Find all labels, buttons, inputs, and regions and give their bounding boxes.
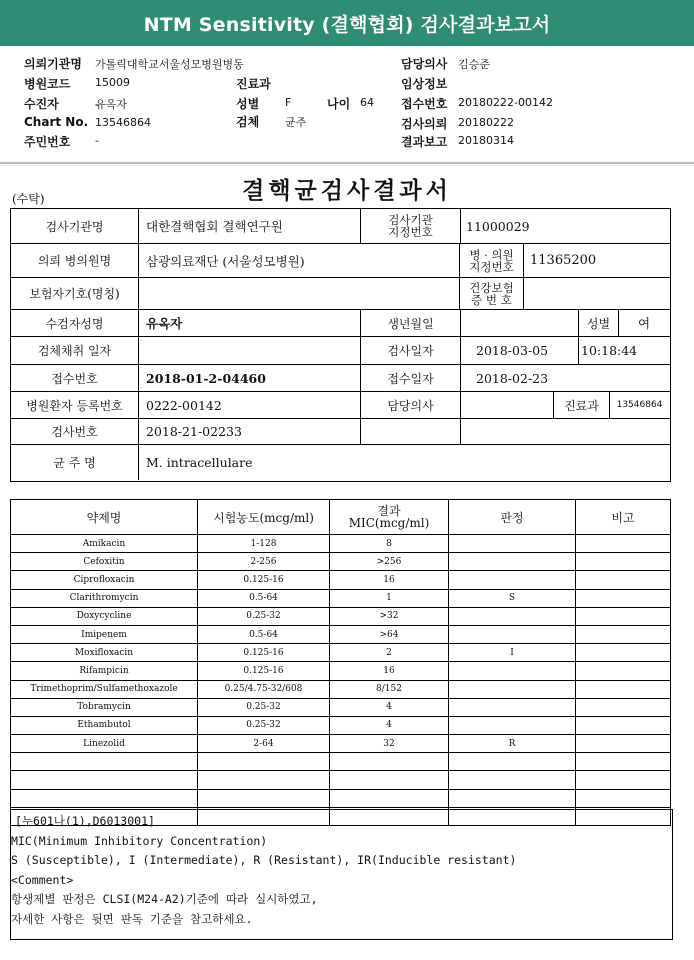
mic-value-cell: 16: [330, 571, 449, 589]
organism-label: 균 주 명: [53, 456, 96, 470]
remarks-cell: [576, 789, 671, 807]
interpretation-cell: [449, 662, 576, 680]
col-divider: [523, 243, 524, 278]
table-row: [11, 680, 671, 698]
interpretation-cell: [449, 698, 576, 716]
examinee-name-label: 수검자성명: [45, 316, 104, 331]
requesting-hospital-label: 의뢰 병의원명: [37, 254, 112, 268]
test-range-cell: 2-64: [198, 735, 330, 753]
remarks-cell: [576, 644, 671, 662]
drug-name-cell: Amikacin: [11, 535, 198, 553]
organism-value: M. intracellulare: [146, 455, 253, 470]
table-row: [11, 735, 671, 753]
remarks-cell: [576, 571, 671, 589]
test-range-cell: 0.25/4.75-32/608: [198, 680, 330, 698]
interpretation-cell: [449, 625, 576, 643]
report-banner: [0, 0, 694, 46]
mic-header-line2: MIC(mcg/ml): [348, 516, 430, 530]
interpretation-cell: R: [449, 735, 576, 753]
table-row: [11, 771, 671, 789]
table-row: [11, 625, 671, 643]
hospital-id-label: [460, 244, 523, 277]
drug-name-cell: Rifampicin: [11, 662, 198, 680]
range-header: 시험농도(mcg/ml): [198, 500, 330, 535]
department-value: 13546864: [616, 400, 663, 410]
interpretation-cell: [449, 571, 576, 589]
collection-date-label: 검체채취 일자: [37, 344, 112, 358]
drug-name-cell: Ciprofloxacin: [11, 571, 198, 589]
table-row: [11, 553, 671, 571]
remarks-cell: [576, 589, 671, 607]
sex-value: F: [285, 96, 292, 109]
patient-registration-value: 0222-00142: [146, 397, 222, 413]
test-range-cell: 0.125-16: [198, 662, 330, 680]
remarks-cell: [576, 735, 671, 753]
test-number-value: 2018-21-02233: [146, 424, 242, 439]
test-range-cell: 0.25-32: [198, 607, 330, 625]
mic-value-cell: [330, 771, 449, 789]
lab-id-label: [361, 209, 460, 243]
interpretation-cell: [449, 789, 576, 807]
code-value: 15009: [95, 76, 130, 89]
mic-value-cell: 4: [330, 716, 449, 734]
resident-label: 주민번호: [24, 135, 71, 149]
request-label: 검사의뢰: [401, 117, 448, 131]
test-range-cell: [198, 753, 330, 771]
notes-comment-line2: 자세한 사항은 뒷면 판독 기준을 참고하세요.: [11, 911, 253, 926]
banner-title: NTM Sensitivity (결핵협회) 검사결과보고서: [143, 13, 551, 36]
mic-value-cell: 16: [330, 662, 449, 680]
table-row: [11, 716, 671, 734]
interpretation-cell: I: [449, 644, 576, 662]
mic-value-cell: 8/152: [330, 680, 449, 698]
test-range-cell: 0.125-16: [198, 571, 330, 589]
request-value: 20180222: [458, 116, 514, 129]
test-range-cell: [198, 789, 330, 807]
remarks-cell: [576, 716, 671, 734]
mic-header-line1: 결과: [377, 504, 401, 518]
patient-value: 유옥자: [95, 98, 127, 111]
table-row: [11, 607, 671, 625]
table-row: [11, 535, 671, 553]
test-range-cell: 0.125-16: [198, 644, 330, 662]
remarks-cell: [576, 535, 671, 553]
receipt-date-value: 2018-02-23: [476, 370, 549, 386]
specimen-label: 검체: [236, 115, 260, 129]
drug-name-cell: [11, 771, 198, 789]
document-title: 결핵균검사결과서: [242, 177, 452, 204]
test-range-cell: 0.25-32: [198, 716, 330, 734]
table-row: [11, 789, 671, 807]
interpretation-cell: [449, 607, 576, 625]
col-divider: [138, 208, 139, 480]
hospital-id-label-line2: 지정번호: [469, 259, 514, 274]
hospital-id-label-line1: 병 · 의원: [469, 247, 514, 262]
age-value: 64: [360, 96, 374, 109]
drug-name-cell: Ethambutol: [11, 716, 198, 734]
mic-value-cell: 4: [330, 698, 449, 716]
interpretation-header: 판정: [449, 500, 576, 535]
mic-value-cell: 2: [330, 644, 449, 662]
lab-name-value: 대한결핵협회 결핵연구원: [146, 219, 283, 234]
table-row: [11, 589, 671, 607]
report-sex-value: 여: [637, 316, 651, 331]
notes-comment-line1: 항생제별 판정은 CLSI(M24-A2)기준에 따라 실시하였고,: [11, 892, 318, 907]
mic-value-cell: [330, 789, 449, 807]
test-number-label: 검사번호: [51, 425, 98, 439]
col-divider: [460, 208, 461, 244]
health-insurance-label: [460, 278, 523, 309]
test-range-cell: 2-256: [198, 553, 330, 571]
health-insurance-label-line2: 증 번 호: [471, 292, 512, 307]
patient-label: 수진자: [24, 97, 59, 111]
hospital-id-value: 11365200: [530, 253, 597, 268]
chart-value: 13546864: [95, 116, 151, 129]
drug-name-cell: Clarithromycin: [11, 589, 198, 607]
drug-name-cell: Cefoxitin: [11, 553, 198, 571]
notes-box: [10, 809, 673, 940]
remarks-cell: [576, 771, 671, 789]
table-row: [11, 571, 671, 589]
drug-name-cell: Imipenem: [11, 625, 198, 643]
report-date-label: 결과보고: [401, 135, 448, 149]
test-date-value: 2018-03-05: [476, 343, 549, 358]
test-range-cell: [198, 771, 330, 789]
mic-value-cell: >256: [330, 553, 449, 571]
sex-label: 성별: [236, 97, 260, 111]
patient-registration-label: 병원환자 등록번호: [26, 398, 123, 413]
table-row: [11, 644, 671, 662]
dept-label: 진료과: [236, 77, 271, 91]
remarks-cell: [576, 662, 671, 680]
health-insurance-label-line1: 건강보험: [469, 280, 514, 295]
lab-id-value: 11000029: [466, 218, 530, 234]
test-range-cell: 0.5-64: [198, 625, 330, 643]
report-date-value: 20180314: [458, 134, 514, 147]
interpretation-cell: [449, 753, 576, 771]
col-divider: [460, 309, 461, 445]
consignment-mark: (수탁): [12, 192, 45, 206]
drug-name-cell: [11, 753, 198, 771]
drug-name-cell: Trimethoprim/Sulfamethoxazole: [11, 680, 198, 698]
test-range-cell: 0.5-64: [198, 589, 330, 607]
test-range-cell: 0.25-32: [198, 698, 330, 716]
susceptibility-table: [10, 499, 671, 826]
interpretation-cell: [449, 553, 576, 571]
report-sex-label: 성별: [586, 316, 611, 331]
lab-id-label-line1: 검사기관: [388, 213, 433, 227]
report-receipt-value: 2018-01-2-04460: [146, 370, 266, 386]
department-label: 진료과: [564, 398, 599, 413]
requesting-hospital-value: 삼광의료재단 (서울성모병원): [146, 253, 305, 269]
drug-name-cell: Linezolid: [11, 735, 198, 753]
mic-value-cell: [330, 753, 449, 771]
remarks-cell: [576, 680, 671, 698]
receipt-label: 접수번호: [401, 97, 448, 111]
drug-name-cell: Moxifloxacin: [11, 644, 198, 662]
header-divider-shadow: [0, 165, 694, 166]
notes-comment-heading: <Comment>: [11, 872, 74, 887]
interpretation-cell: [449, 771, 576, 789]
test-range-cell: 1-128: [198, 535, 330, 553]
remarks-cell: [576, 607, 671, 625]
test-date-label: 검사일자: [387, 344, 434, 358]
mic-header: [330, 500, 449, 535]
age-label: 나이: [327, 97, 351, 111]
table-header-row: [11, 500, 671, 535]
lab-id-label-line2: 지정번호: [388, 225, 433, 239]
remarks-cell: [576, 698, 671, 716]
table-row: [11, 662, 671, 680]
chart-label: Chart No.: [24, 115, 89, 129]
receipt-date-label: 접수일자: [387, 371, 434, 386]
code-label: 병원코드: [24, 77, 71, 91]
test-time-value: 10:18:44: [581, 343, 638, 358]
report-receipt-label: 접수번호: [51, 371, 98, 386]
interpretation-cell: [449, 535, 576, 553]
mic-value-cell: 1: [330, 589, 449, 607]
resident-value: -: [95, 134, 99, 147]
specimen-value: 균주: [285, 116, 307, 129]
receipt-value: 20180222-00142: [458, 96, 553, 109]
mic-value-cell: 32: [330, 735, 449, 753]
susceptibility-rows: [11, 535, 671, 826]
notes-code: [누601나(1),D6013001]: [15, 814, 155, 828]
interpretation-cell: S: [449, 589, 576, 607]
interpretation-cell: [449, 680, 576, 698]
mic-value-cell: >32: [330, 607, 449, 625]
doctor-label: 담당의사: [401, 57, 448, 71]
table-row: [11, 698, 671, 716]
hospital-label: 의뢰기관명: [24, 57, 82, 71]
birthdate-label: 생년월일: [387, 316, 434, 331]
lab-name-label: 검사기관명: [45, 219, 104, 234]
doctor-value: 김승준: [458, 58, 490, 71]
remarks-cell: [576, 553, 671, 571]
drug-name-cell: Tobramycin: [11, 698, 198, 716]
drug-name-cell: [11, 789, 198, 807]
hospital-value: 가톨릭대학교서울성모병원병동: [95, 58, 244, 71]
clinical-label: 임상정보: [401, 77, 448, 91]
col-divider: [523, 277, 524, 310]
notes-mic-definition: MIC(Minimum Inhibitory Concentration): [11, 833, 268, 848]
table-row: [11, 753, 671, 771]
remarks-cell: [576, 625, 671, 643]
notes-interpretation-legend: S (Susceptible), I (Intermediate), R (Resistant), IR(Inducible resistant): [11, 853, 517, 868]
attending-doctor-label: 담당의사: [387, 398, 434, 413]
mic-value-cell: 8: [330, 535, 449, 553]
mic-value-cell: >64: [330, 625, 449, 643]
remarks-cell: [576, 753, 671, 771]
examinee-name-value: 유옥자: [146, 316, 183, 331]
remarks-header: 비고: [576, 500, 671, 535]
col-divider: [578, 336, 579, 364]
interpretation-cell: [449, 716, 576, 734]
drug-header: 약제명: [11, 500, 198, 535]
drug-name-cell: Doxycycline: [11, 607, 198, 625]
header-divider: [0, 162, 694, 164]
insurer-label: 보험자기호(명칭): [29, 287, 120, 301]
